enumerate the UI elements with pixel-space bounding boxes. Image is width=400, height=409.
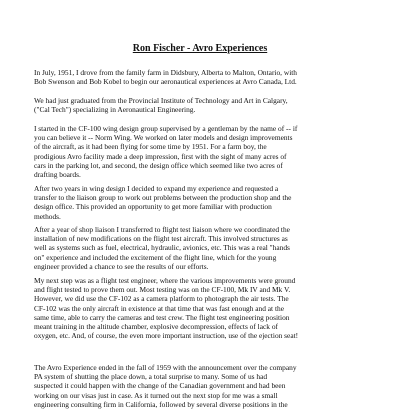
text-line: engineer provided a chance to see the results of our efforts. — [34, 261, 209, 271]
paragraph-7 — [34, 363, 378, 409]
text-line: engineering consulting firm in California, followed by several diverse positions in the — [34, 399, 288, 409]
paragraph-1 — [34, 68, 378, 86]
paragraph-3 — [34, 124, 378, 179]
text-line: Bob Swenson and Bob Kobel to begin our aeronautical experiences at Avro Canada, Ltd. — [34, 77, 297, 87]
text-line: suspected it could happen with the change of the Canadian government and had been — [34, 381, 286, 391]
text-line: and flight tested to prove them out. Most testing was on the CF-100, Mk IV and Mk V. — [34, 285, 291, 295]
text-line: meant training in the altitude chamber, explosive decompression, effects of lack of — [34, 322, 278, 332]
text-line: methods. — [34, 211, 61, 221]
text-line: My next step was as a flight test engineer, where the various improvements were ground — [34, 276, 296, 285]
document-title: Ron Fischer - Avro Experiences — [132, 43, 268, 54]
paragraph-6 — [34, 276, 378, 340]
text-line: After two years in wing design I decided to expand my experience and requested a — [34, 184, 279, 193]
text-line: The Avro Experience ended in the fall of 1959 with the announcement over the company — [34, 363, 297, 372]
text-line: same time, able to carry the cameras and test crew. The flight test engineering position — [34, 312, 290, 322]
text-line: I started in the CF-100 wing design group supervised by a gentleman by the name of -- if — [34, 124, 298, 133]
text-line: CF-102 was the only aircraft in existence at that time that was fast enough and at the — [34, 303, 284, 313]
text-line: well as systems such as fuel, electrical, hydraulic, avionics, etc. This was a real "hands — [34, 243, 290, 253]
text-line: working on our visas just in case. As it turned out the next stop for me was a small — [34, 390, 278, 400]
text-line: of the aircraft, as it had been flying for some time by 1951. For a farm boy, the — [34, 142, 267, 152]
paragraph-5 — [34, 225, 378, 271]
text-line: cars in the parking lot, and second, the design office which seemed like two acres of — [34, 160, 283, 170]
paragraph-2 — [34, 96, 378, 114]
text-line: oxygen, etc. And, of course, the even more important instruction, use of the ejection seat! — [34, 331, 299, 341]
text-line: After a year of shop liaison I transferred to flight test liaison where we coordinated the — [34, 225, 290, 234]
text-line: design office. This provided an opportunity to get more familiar with production — [34, 202, 272, 212]
text-line: you can believe it -- Norm Wing. We worked on later models and design improvements — [34, 133, 293, 143]
text-line: installation of new modifications on the flight test aircraft. This involved structures as — [34, 234, 288, 244]
text-line: However, we did use the CF-102 as a camera platform to photograph the air tests. The — [34, 294, 289, 304]
text-line: on" experience and included the excitement of the flight line, which for the young — [34, 252, 277, 262]
text-line: drafting boards. — [34, 170, 81, 180]
paragraph-4 — [34, 184, 378, 221]
text-line: In July, 1951, I drove from the family farm in Didsbury, Alberta to Malton, Ontario, with — [34, 68, 298, 77]
text-line: prodigious Avro facility made a deep impression, first with the sight of many acres of — [34, 151, 287, 161]
text-line: We had just graduated from the Provincial Institute of Technology and Art in Calgary, — [34, 96, 288, 105]
text-line: PA system of shutting the place down, a total surprise to many. Some of us had — [34, 372, 268, 382]
text-line: transfer to the liaison group to work out problems between the production shop and the — [34, 193, 292, 203]
text-line: ("Cal Tech") specializing in Aeronautical Engineering. — [34, 105, 196, 115]
